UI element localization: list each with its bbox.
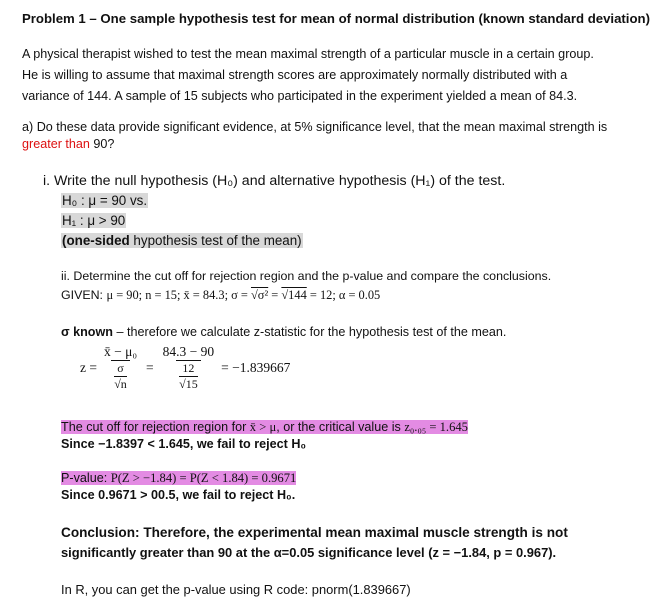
question-a-line-2 [22,137,114,151]
conclusion-line-1: Conclusion: Therefore, the experimental mean maximal muscle strength is not [61,525,568,540]
one-sided-note: (one-sided hypothesis test of the mean) [62,233,302,248]
pvalue-conclusion: Since 0.9671 > 00.5, we fail to reject H₀. [61,488,296,502]
greater-than-highlight: greater than [22,137,90,151]
z-fraction-symbolic: x̄ − μ₀ σ √n [103,344,138,391]
cutoff-conclusion: Since −1.8397 < 1.645, we fail to reject H₀ [61,437,307,451]
z-fraction-numeric: 84.3 − 90 12 √15 [162,344,215,391]
intro-line-2: He is willing to assume that maximal strength scores are approximately normally distributed with a [22,68,568,82]
part-i-heading: i. Write the null hypothesis (H₀) and alternative hypothesis (H₁) of the test. [43,173,506,189]
given-line: GIVEN: μ = 90; n = 15; x̄ = 84.3; σ = √σ² = √144 = 12; α = 0.05 [61,288,381,302]
intro-line-3: variance of 144. A sample of 15 subjects who participated in the experiment yielded a mean of 84.3. [22,89,578,103]
sigma-known-line: σ known – therefore we calculate z-statistic for the hypothesis test of the mean. [61,325,507,339]
question-a-line-1: a) Do these data provide significant evidence, at 5% significance level, that the mean maximal strength is [22,120,608,134]
cutoff-line: The cut off for rejection region for x̄ > μ, or the critical value is z₀.₀₅ = 1.645 [61,420,468,434]
z-label: z = [80,360,97,375]
null-hypothesis: H₀ : μ = 90 vs. [62,193,148,208]
part-ii-heading: ii. Determine the cut off for rejection region and the p-value and compare the conclusions. [61,269,552,283]
pvalue-line: P-value: P(Z > −1.84) = P(Z < 1.84) = 0.9671 [61,471,297,485]
alternative-hypothesis: H₁ : μ > 90 [62,213,126,228]
intro-line-1: A physical therapist wished to test the mean maximal strength of a particular muscle in a certain group. [22,47,594,61]
conclusion-line-2: significantly greater than 90 at the α=0.05 significance level (z = −1.84, p = 0.967). [61,545,557,560]
problem-title: Problem 1 – One sample hypothesis test for mean of normal distribution (known standard deviation) [22,11,650,26]
z-result: = −1.839667 [221,360,291,375]
r-code-note: In R, you can get the p-value using R code: pnorm(1.839667) [61,582,411,597]
question-a-tail: 90? [89,137,115,151]
z-formula: z = x̄ − μ₀ σ √n = 84.3 − 90 12 √15 = −1.839667 [80,344,291,391]
